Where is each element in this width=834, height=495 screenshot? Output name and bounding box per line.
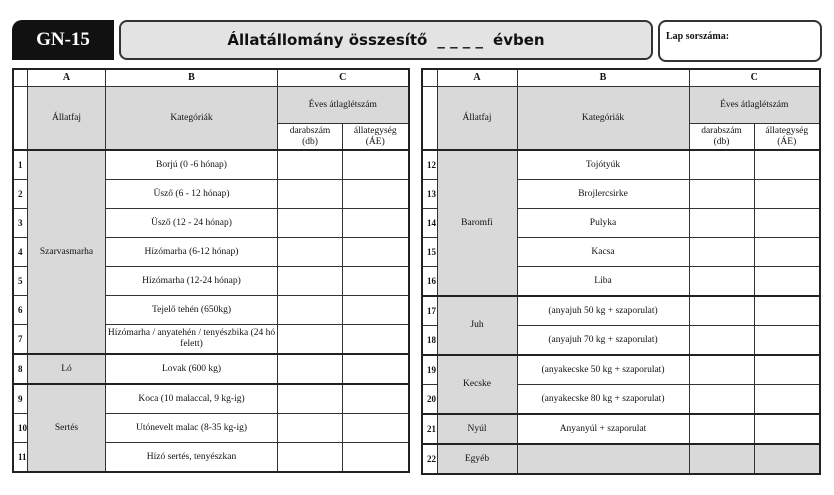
unit-input[interactable] [754, 414, 820, 444]
unit-input[interactable] [343, 180, 409, 209]
unit-input[interactable] [343, 354, 409, 384]
col-b-header: B [517, 69, 689, 87]
unit-input[interactable] [343, 384, 409, 414]
species-sheep: Juh [437, 296, 517, 355]
count-input[interactable] [689, 180, 754, 209]
unit-input[interactable] [754, 355, 820, 385]
sheet-number-label: Lap sorszáma: [666, 31, 730, 42]
count-input[interactable] [278, 180, 343, 209]
category-cell: Üsző (6 - 12 hónap) [106, 180, 278, 209]
categories-header: Kategóriák [517, 87, 689, 151]
unit-input[interactable] [343, 325, 409, 355]
row-number: 4 [13, 238, 28, 267]
count-input[interactable] [278, 384, 343, 414]
count-input[interactable] [689, 296, 754, 326]
row-number: 17 [422, 296, 437, 326]
category-cell: Brojlercsirke [517, 180, 689, 209]
unit-input[interactable] [343, 209, 409, 238]
count-input[interactable] [689, 414, 754, 444]
unit-input[interactable] [343, 150, 409, 180]
unit-input[interactable] [343, 414, 409, 443]
count-input[interactable] [278, 443, 343, 473]
unit-input [754, 444, 820, 474]
form-title-text: Állatállomány összesítő [227, 31, 428, 49]
row-number: 11 [13, 443, 28, 473]
right-livestock-table [421, 68, 821, 475]
species-goat: Kecske [437, 355, 517, 414]
count-header: darabszám (db) [689, 124, 754, 151]
col-c-header: C [278, 69, 409, 87]
category-cell: Hízómarha / anyatehén / tenyészbika (24 hó felett) [106, 325, 278, 355]
species-horse: Ló [28, 354, 106, 384]
row-number: 9 [13, 384, 28, 414]
unit-header: állategység (ÁE) [754, 124, 820, 151]
count-input[interactable] [689, 385, 754, 415]
count-input[interactable] [689, 355, 754, 385]
species-cattle: Szarvasmarha [28, 150, 106, 354]
category-cell: Borjú (0 -6 hónap) [106, 150, 278, 180]
count-input[interactable] [278, 267, 343, 296]
category-cell: (anyajuh 50 kg + szaporulat) [517, 296, 689, 326]
category-cell: Hízó sertés, tenyészkan [106, 443, 278, 473]
category-cell: (anyakecske 80 kg + szaporulat) [517, 385, 689, 415]
row-number: 22 [422, 444, 437, 474]
form-code-label: GN-15 [12, 20, 114, 60]
category-cell: Pulyka [517, 209, 689, 238]
corner-cell [13, 69, 28, 87]
count-input[interactable] [689, 150, 754, 180]
count-input[interactable] [278, 414, 343, 443]
col-c-header: C [689, 69, 820, 87]
unit-input[interactable] [754, 238, 820, 267]
row-number: 7 [13, 325, 28, 355]
unit-input[interactable] [343, 267, 409, 296]
form-title [119, 20, 653, 60]
unit-input[interactable] [754, 296, 820, 326]
unit-input[interactable] [343, 443, 409, 473]
species-header: Állatfaj [28, 87, 106, 151]
corner-cell [422, 87, 437, 151]
row-number: 21 [422, 414, 437, 444]
unit-input[interactable] [343, 296, 409, 325]
category-cell: Liba [517, 267, 689, 297]
row-number: 5 [13, 267, 28, 296]
form-title-suffix: évben [493, 31, 545, 49]
count-input[interactable] [278, 238, 343, 267]
annual-average-header: Éves átlaglétszám [689, 87, 820, 124]
category-cell [517, 444, 689, 474]
row-number: 16 [422, 267, 437, 297]
count-input[interactable] [278, 150, 343, 180]
species-pig: Sertés [28, 384, 106, 472]
category-cell: Utónevelt malac (8-35 kg-ig) [106, 414, 278, 443]
row-number: 6 [13, 296, 28, 325]
count-input[interactable] [278, 296, 343, 325]
unit-input[interactable] [754, 267, 820, 297]
count-input[interactable] [689, 326, 754, 356]
left-livestock-table [12, 68, 410, 473]
category-cell: Koca (10 malaccal, 9 kg-ig) [106, 384, 278, 414]
row-number: 15 [422, 238, 437, 267]
row-number: 18 [422, 326, 437, 356]
year-blank[interactable]: _ _ _ _ [437, 31, 484, 49]
category-cell: (anyajuh 70 kg + szaporulat) [517, 326, 689, 356]
unit-input[interactable] [754, 326, 820, 356]
category-cell: Tojótyúk [517, 150, 689, 180]
species-poultry: Baromfi [437, 150, 517, 296]
row-number: 13 [422, 180, 437, 209]
category-cell: Hízómarha (12-24 hónap) [106, 267, 278, 296]
category-cell: Lovak (600 kg) [106, 354, 278, 384]
row-number: 1 [13, 150, 28, 180]
count-input[interactable] [278, 354, 343, 384]
unit-input[interactable] [343, 238, 409, 267]
species-other: Egyéb [437, 444, 517, 474]
count-header: darabszám (db) [278, 124, 343, 151]
category-cell: Anyanyúl + szaporulat [517, 414, 689, 444]
unit-header: állategység (ÁE) [343, 124, 409, 151]
corner-cell [422, 69, 437, 87]
unit-input[interactable] [754, 385, 820, 415]
row-number: 12 [422, 150, 437, 180]
col-b-header: B [106, 69, 278, 87]
count-input[interactable] [689, 238, 754, 267]
category-cell: Kacsa [517, 238, 689, 267]
category-cell: Tejelő tehén (650kg) [106, 296, 278, 325]
row-number: 8 [13, 354, 28, 384]
sheet-number-box[interactable] [658, 20, 822, 62]
category-cell: Hízómarha (6-12 hónap) [106, 238, 278, 267]
row-number: 2 [13, 180, 28, 209]
category-cell: (anyakecske 50 kg + szaporulat) [517, 355, 689, 385]
row-number: 19 [422, 355, 437, 385]
count-input[interactable] [689, 209, 754, 238]
count-input[interactable] [278, 209, 343, 238]
col-a-header: A [437, 69, 517, 87]
unit-input[interactable] [754, 180, 820, 209]
row-number: 14 [422, 209, 437, 238]
unit-input[interactable] [754, 209, 820, 238]
unit-input[interactable] [754, 150, 820, 180]
row-number: 3 [13, 209, 28, 238]
category-cell: Üsző (12 - 24 hónap) [106, 209, 278, 238]
annual-average-header: Éves átlaglétszám [278, 87, 409, 124]
row-number: 10 [13, 414, 28, 443]
categories-header: Kategóriák [106, 87, 278, 151]
species-header: Állatfaj [437, 87, 517, 151]
row-number: 20 [422, 385, 437, 415]
species-rabbit: Nyúl [437, 414, 517, 444]
col-a-header: A [28, 69, 106, 87]
count-input [689, 444, 754, 474]
count-input[interactable] [689, 267, 754, 297]
corner-cell [13, 87, 28, 151]
count-input[interactable] [278, 325, 343, 355]
